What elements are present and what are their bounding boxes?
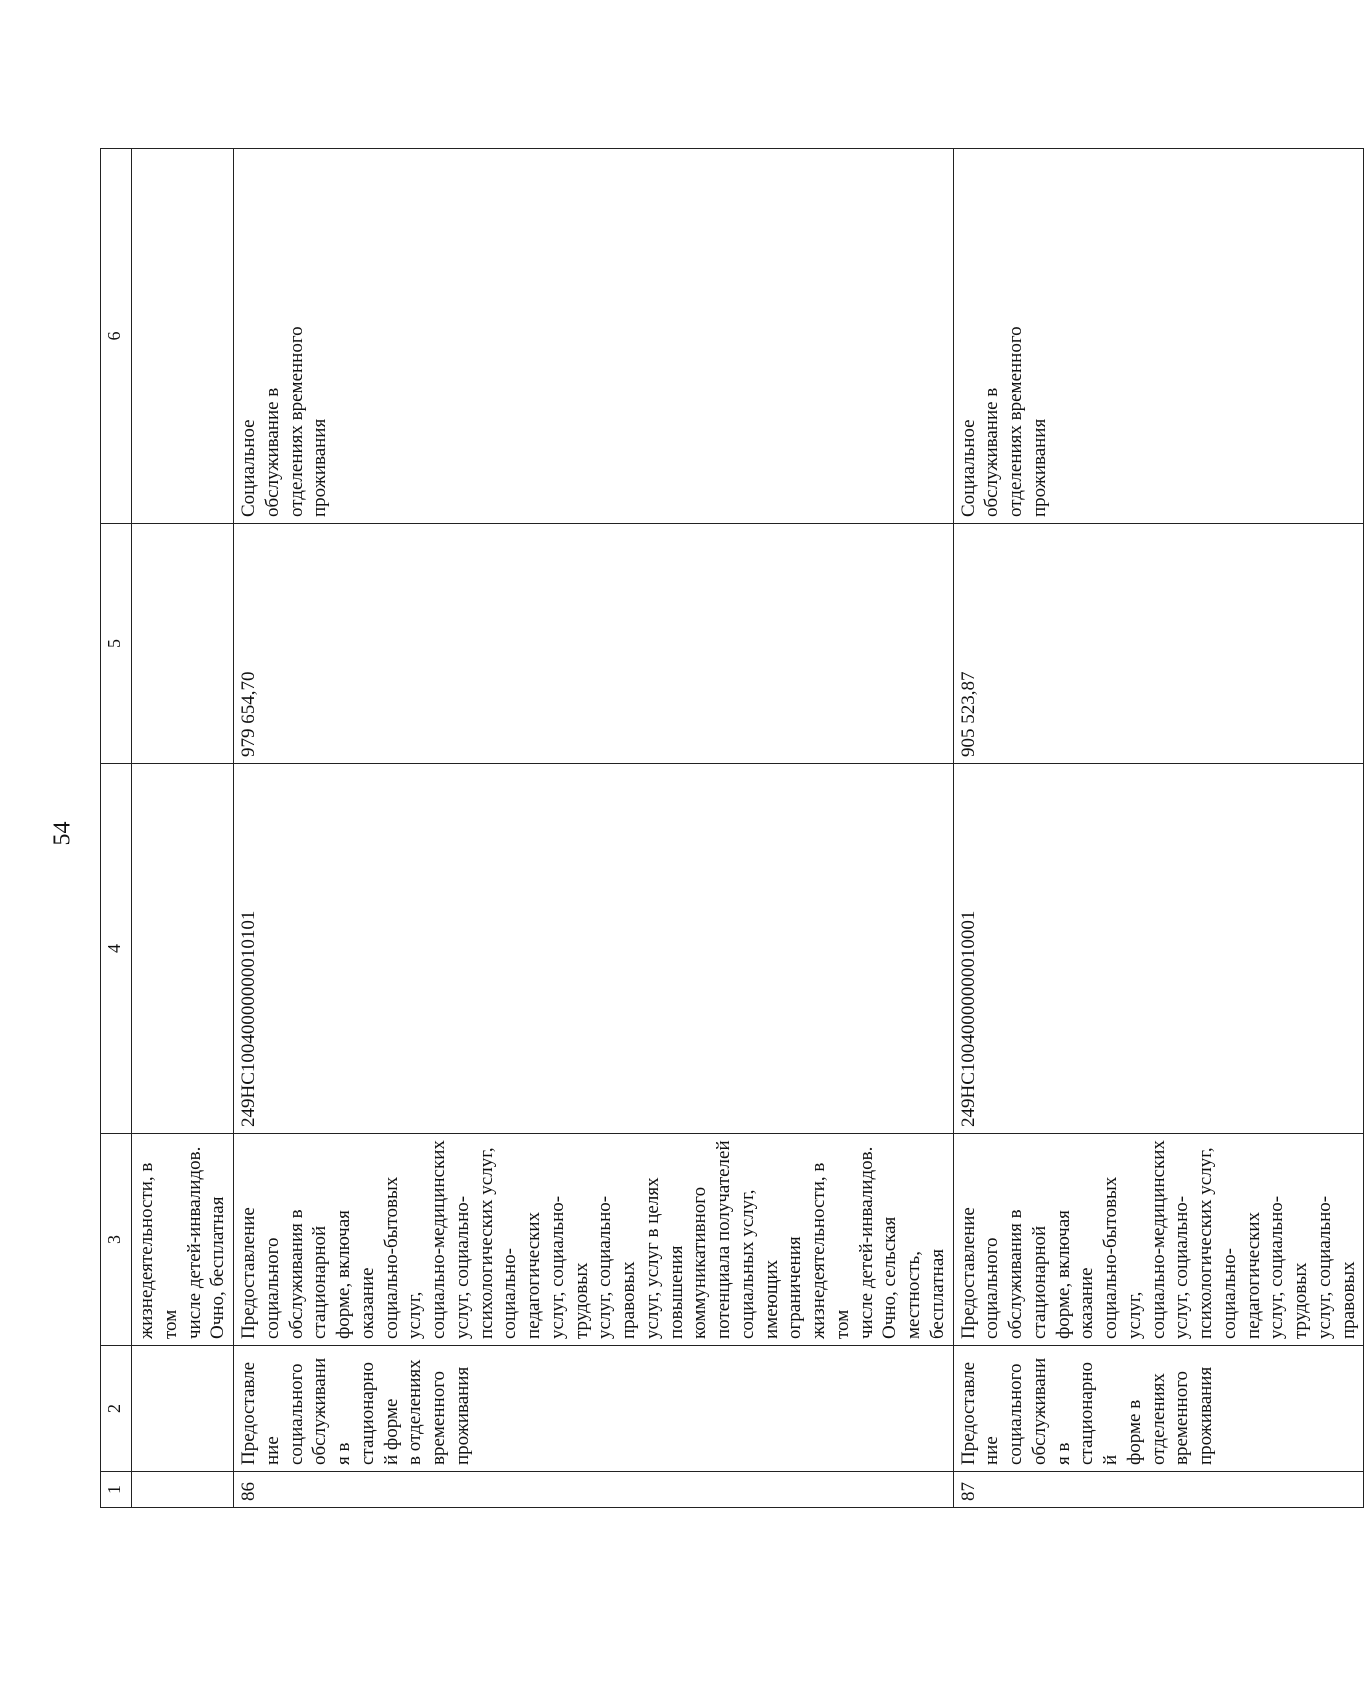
row-number: 86 bbox=[234, 1472, 954, 1508]
header-row bbox=[101, 149, 132, 1508]
cont-description-cell: жизнедеятельности, в том числе детей-инвалидов. Очно, бесплатная bbox=[132, 1134, 234, 1346]
cont-code-cell bbox=[132, 764, 234, 1134]
cont-service-cell bbox=[132, 1346, 234, 1472]
registry-code: 249НС10040000000010001 bbox=[953, 764, 1364, 1134]
table-row bbox=[953, 149, 1364, 1508]
registry-code: 249НС10040000000010101 bbox=[234, 764, 954, 1134]
header-cell-6: 6 bbox=[101, 149, 132, 524]
header-cell-4: 4 bbox=[101, 764, 132, 1134]
service-name: Предоставление социального обслуживания в стационарной форме в отделениях временного проживания bbox=[234, 1346, 954, 1472]
continuation-row bbox=[132, 149, 234, 1508]
cont-num-cell bbox=[132, 1472, 234, 1508]
row-number: 87 bbox=[953, 1472, 1364, 1508]
amount-value: 979 654,70 bbox=[234, 524, 954, 764]
service-note: Социальное обслуживание в отделениях временного проживания bbox=[234, 149, 954, 524]
cont-note-cell bbox=[132, 149, 234, 524]
amount-value: 905 523,87 bbox=[953, 524, 1364, 764]
table-wrapper bbox=[100, 148, 1359, 1508]
cont-amount-cell bbox=[132, 524, 234, 764]
service-description: Предоставление социального обслуживания в стационарной форме, включая оказание социально-бытовых услуг, социально-медицинских услуг, социально- психологических услуг, социально-педагогических услуг, социально-трудовых услуг, социально-правовых bbox=[953, 1134, 1364, 1346]
header-cell-1: 1 bbox=[101, 1472, 132, 1508]
service-description: Предоставление социального обслуживания в стационарной форме, включая оказание социально-бытовых услуг, социально-медицинских услуг, социально- психологических услуг, социально-педагогических услуг, социально-трудовых услуг, социально-правовых услуг, услуг в целях повышения коммуникативного потенциала получателей социальных услуг, имеющих ограничения жизнедеятельности, в том числе детей-инвалидов. Очно, сельская местность, бесплатная bbox=[234, 1134, 954, 1346]
service-name: Предоставление социального обслуживания в стационарной форме в отделениях временного проживания bbox=[953, 1346, 1364, 1472]
header-cell-3: 3 bbox=[101, 1134, 132, 1346]
service-note: Социальное обслуживание в отделениях временного проживания bbox=[953, 149, 1364, 524]
header-cell-5: 5 bbox=[101, 524, 132, 764]
page-number: 54 bbox=[49, 821, 76, 846]
services-table bbox=[100, 148, 1364, 1508]
table-row bbox=[234, 149, 954, 1508]
header-cell-2: 2 bbox=[101, 1346, 132, 1472]
